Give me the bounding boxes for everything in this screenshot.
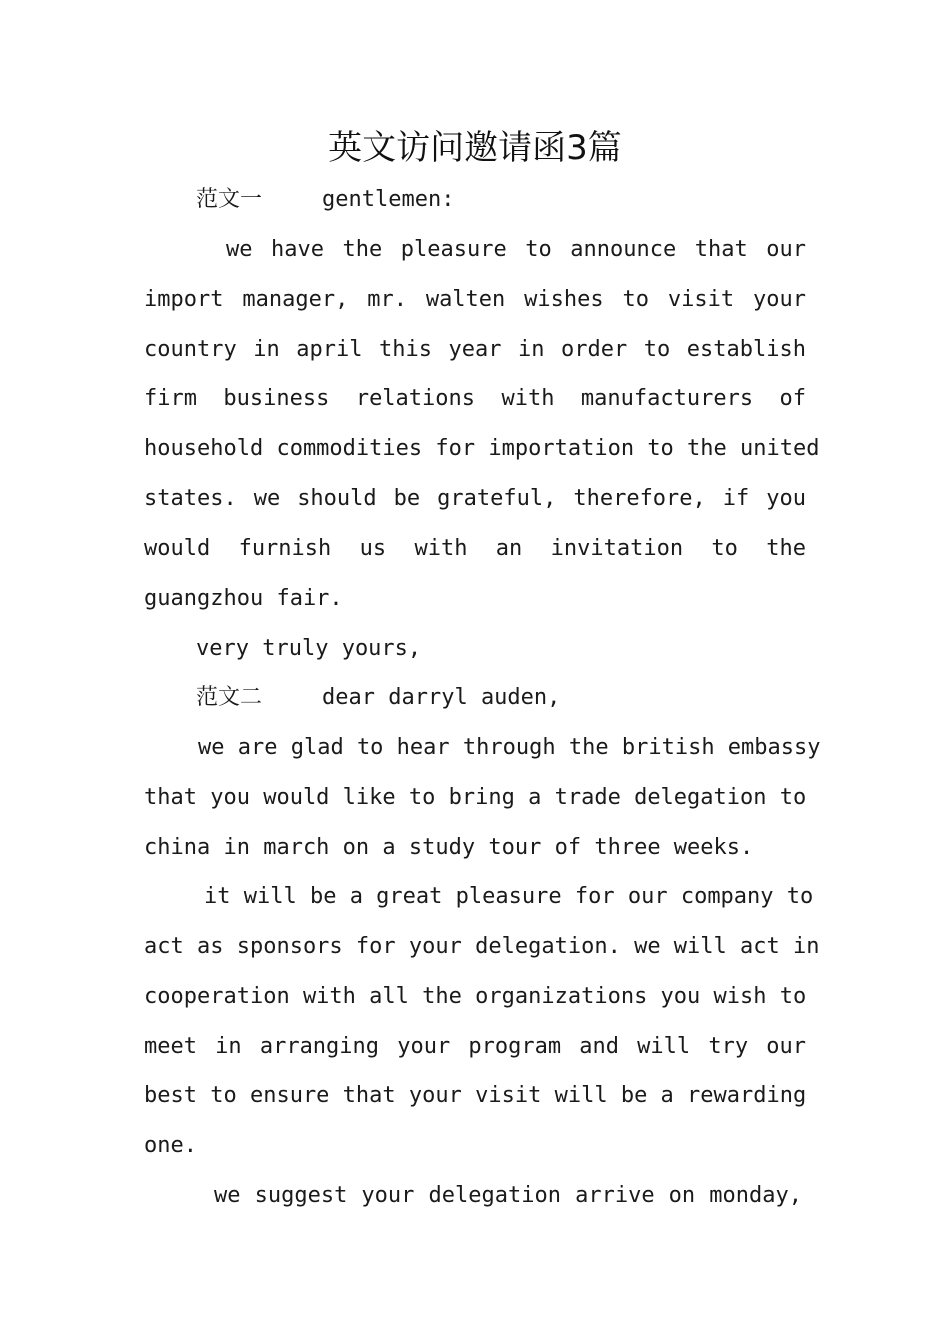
body-line: states. we should be grateful, therefore, if you [144,486,806,511]
body-line: we are glad to hear through the british embassy [198,735,821,760]
body-line: would furnish us with an invitation to the [144,536,806,561]
body-line: best to ensure that your visit will be a rewarding [144,1083,807,1108]
sample2-label: 范文二 [196,685,263,710]
sample1-heading [196,185,796,215]
body-line: it will be a great pleasure for our company to [204,884,814,909]
sample2-heading [196,683,796,713]
body-line: cooperation with all the organizations you wish to [144,984,807,1009]
body-line: we suggest your delegation arrive on monday, [214,1183,802,1208]
body-line: china in march on a study tour of three weeks. [144,835,754,860]
document-title: 英文访问邀请函3篇 [328,128,622,168]
body-line: we have the pleasure to announce that our [226,237,806,262]
sample1-salutation: gentlemen: [322,187,455,212]
body-line: meet in arranging your program and will try our [144,1034,806,1059]
body-line: country in april this year in order to establish [144,337,806,362]
sample1-label: 范文一 [196,187,263,212]
closing-line: very truly yours, [196,636,422,661]
body-line: import manager, mr. walten wishes to visit your [144,287,806,312]
body-line: act as sponsors for your delegation. we will act in [144,934,820,959]
body-line: that you would like to bring a trade delegation to [144,785,807,810]
body-line: firm business relations with manufacturers of [144,386,806,411]
body-line: household commodities for importation to the united [144,436,820,461]
sample2-salutation: dear darryl auden, [322,685,561,710]
body-line: guangzhou fair. [144,586,343,611]
body-line: one. [144,1133,197,1158]
